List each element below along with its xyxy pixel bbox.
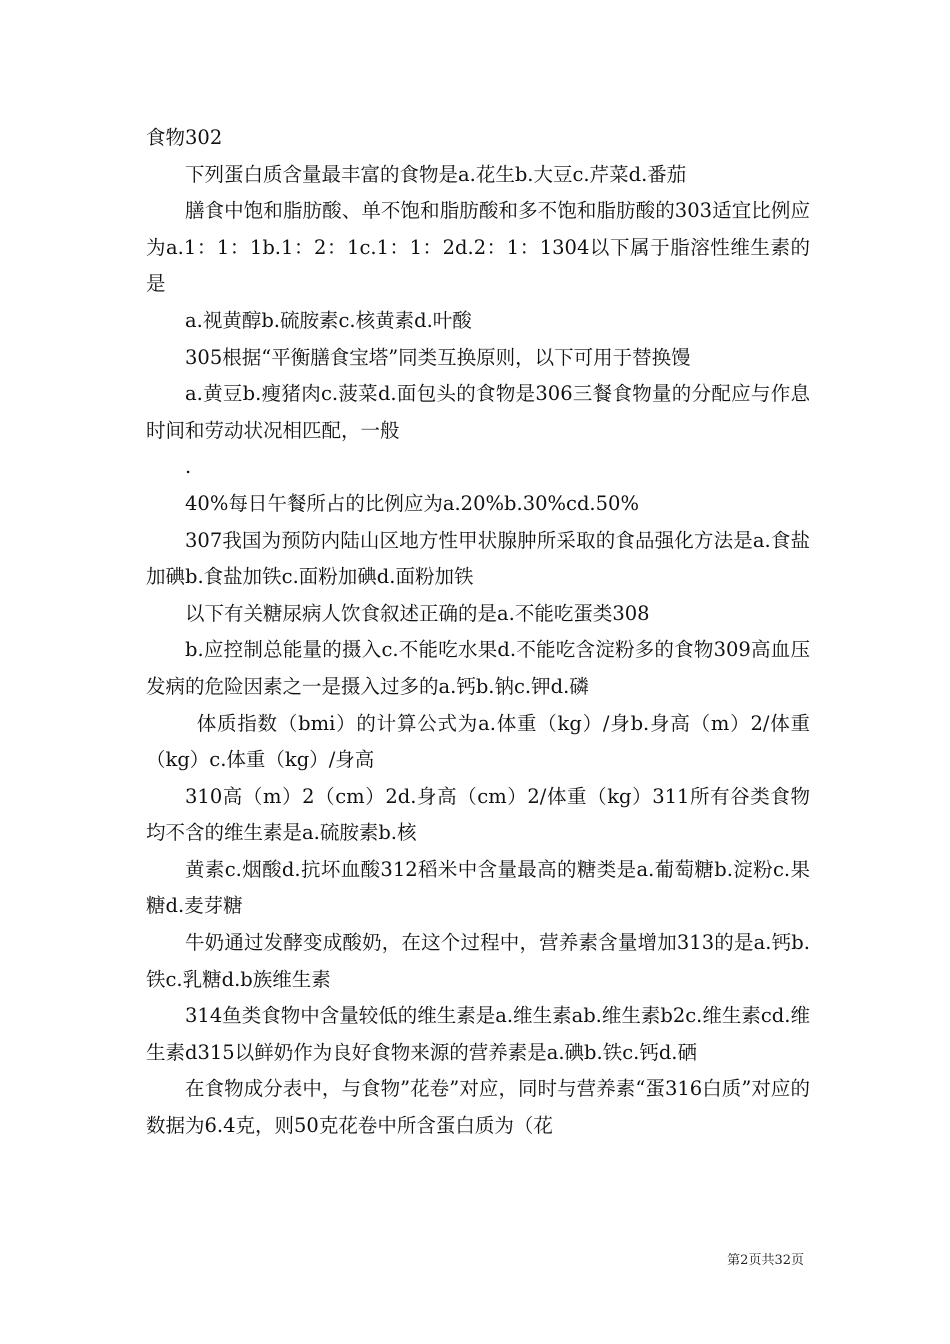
paragraph: a.视黄醇b.硫胺素c.核黄素d.叶酸 bbox=[185, 308, 472, 332]
paragraph: 食物302 bbox=[146, 126, 223, 149]
paragraph: 牛奶通过发酵变成酸奶，在这个过程中，营养素含量增加313的是a.钙b.铁c.乳糖d.b族维生素 bbox=[146, 931, 810, 991]
paragraph: 310高（m）2（cm）2d.身高（cm）2/体重（kg）311所有谷类食物均不含的维生素是a.硫胺素b.核 bbox=[146, 784, 810, 845]
paragraph: a.黄豆b.瘦猪肉c.菠菜d.面包头的食物是306三餐食物量的分配应与作息时间和劳动状况相匹配，一般 bbox=[146, 382, 810, 442]
paragraph: 膳食中饱和脂肪酸、单不饱和脂肪酸和多不饱和脂肪酸的303适宜比例应为a.1：1：1b.1：2：1c.1：1：2d.2：1：1304以下属于脂溶性维生素的是 bbox=[146, 199, 810, 296]
paragraph: 在食物成分表中，与食物”花卷”对应，同时与营养素“蛋316白质”对应的数据为6.4克，则50克花卷中所含蛋白质为（花 bbox=[146, 1077, 810, 1138]
paragraph: 下列蛋白质含量最丰富的食物是a.花生b.大豆c.芹菜d.番茄 bbox=[185, 162, 687, 186]
paragraph: 黄素c.烟酸d.抗坏血酸312稻米中含量最高的糖类是a.葡萄糖b.淀粉c.果糖d.麦芽糖 bbox=[146, 857, 810, 918]
paragraph: 以下有关糖尿病人饮食叙述正确的是a.不能吃蛋类308 bbox=[185, 601, 650, 625]
dot-line: . bbox=[185, 455, 192, 479]
document-body bbox=[146, 120, 810, 1145]
page-number-footer: 第2页共32页 bbox=[727, 1253, 804, 1268]
paragraph: 307我国为预防内陆山区地方性甲状腺肿所采取的食品强化方法是a.食盐加碘b.食盐加铁c.面粉加碘d.面粉加铁 bbox=[146, 528, 810, 589]
paragraph: 40%每日午餐所占的比例应为a.20%b.30%cd.50% bbox=[185, 491, 639, 515]
paragraph: 314鱼类食物中含量较低的维生素是a.维生素ab.维生素b2c.维生素cd.维生素d315以鲜奶作为良好食物来源的营养素是a.碘b.铁c.钙d.硒 bbox=[146, 1004, 810, 1064]
paragraph: 305根据“平衡膳食宝塔”同类互换原则，以下可用于替换馒 bbox=[185, 345, 691, 369]
paragraph: 体质指数（bmi）的计算公式为a.体重（kg）/身b.身高（m）2/体重（kg）c.体重（kg）/身高 bbox=[146, 711, 810, 772]
paragraph: b.应控制总能量的摄入c.不能吃水果d.不能吃含淀粉多的食物309高血压发病的危险因素之一是摄入过多的a.钙b.钠c.钾d.磷 bbox=[146, 638, 810, 698]
